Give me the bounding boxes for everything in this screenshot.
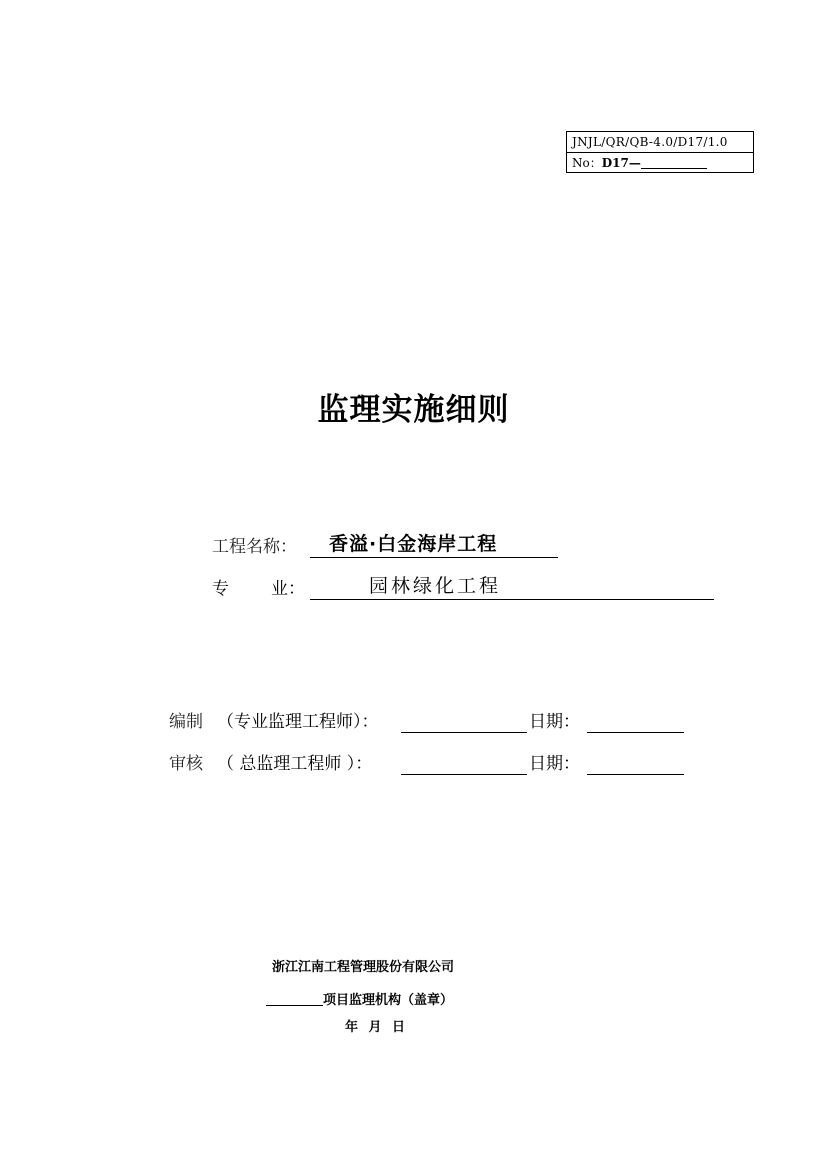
major-line <box>212 572 732 602</box>
major-underline <box>310 598 714 600</box>
company-name: 浙江江南工程管理股份有限公司 <box>272 960 455 975</box>
document-code-box <box>566 131 754 173</box>
review-date-label: 日期： <box>529 754 580 774</box>
review-label: 审核 <box>169 754 203 774</box>
supervision-org-label: 项目监理机构（盖章） <box>323 993 454 1008</box>
page-title: 监理实施细则 <box>317 392 510 428</box>
project-name-value: 香溢·白金海岸工程 <box>329 533 498 555</box>
supervision-org-blank[interactable] <box>266 993 323 1006</box>
project-name-underline <box>310 556 558 558</box>
document-number-label: No： <box>572 156 602 170</box>
supervision-org-line <box>266 989 453 1008</box>
document-number-value: D17— <box>601 156 641 170</box>
document-number-blank[interactable] <box>641 156 707 169</box>
project-name-label: 工程名称： <box>212 537 297 557</box>
major-label-part1: 专 <box>212 579 229 599</box>
compile-signature-line <box>169 707 709 735</box>
major-label-part2: 业： <box>271 579 305 599</box>
compile-date-blank[interactable] <box>587 731 684 733</box>
compile-signature-blank[interactable] <box>401 731 527 733</box>
review-signature-blank[interactable] <box>401 773 527 775</box>
major-value: 园林绿化工程 <box>369 575 502 597</box>
compile-date-label: 日期： <box>529 712 580 732</box>
review-signature-line <box>169 749 709 777</box>
footer-date: 年 月 日 <box>345 1020 406 1035</box>
compile-label: 编制 <box>169 712 203 732</box>
review-role: （ 总监理工程师 ）： <box>217 754 373 774</box>
document-number <box>567 153 753 173</box>
document-code: JNJL/QR/QB-4.0/D17/1.0 <box>567 132 753 153</box>
project-name-line <box>212 530 712 560</box>
compile-role: （专业监理工程师）： <box>217 712 379 732</box>
review-date-blank[interactable] <box>587 773 684 775</box>
